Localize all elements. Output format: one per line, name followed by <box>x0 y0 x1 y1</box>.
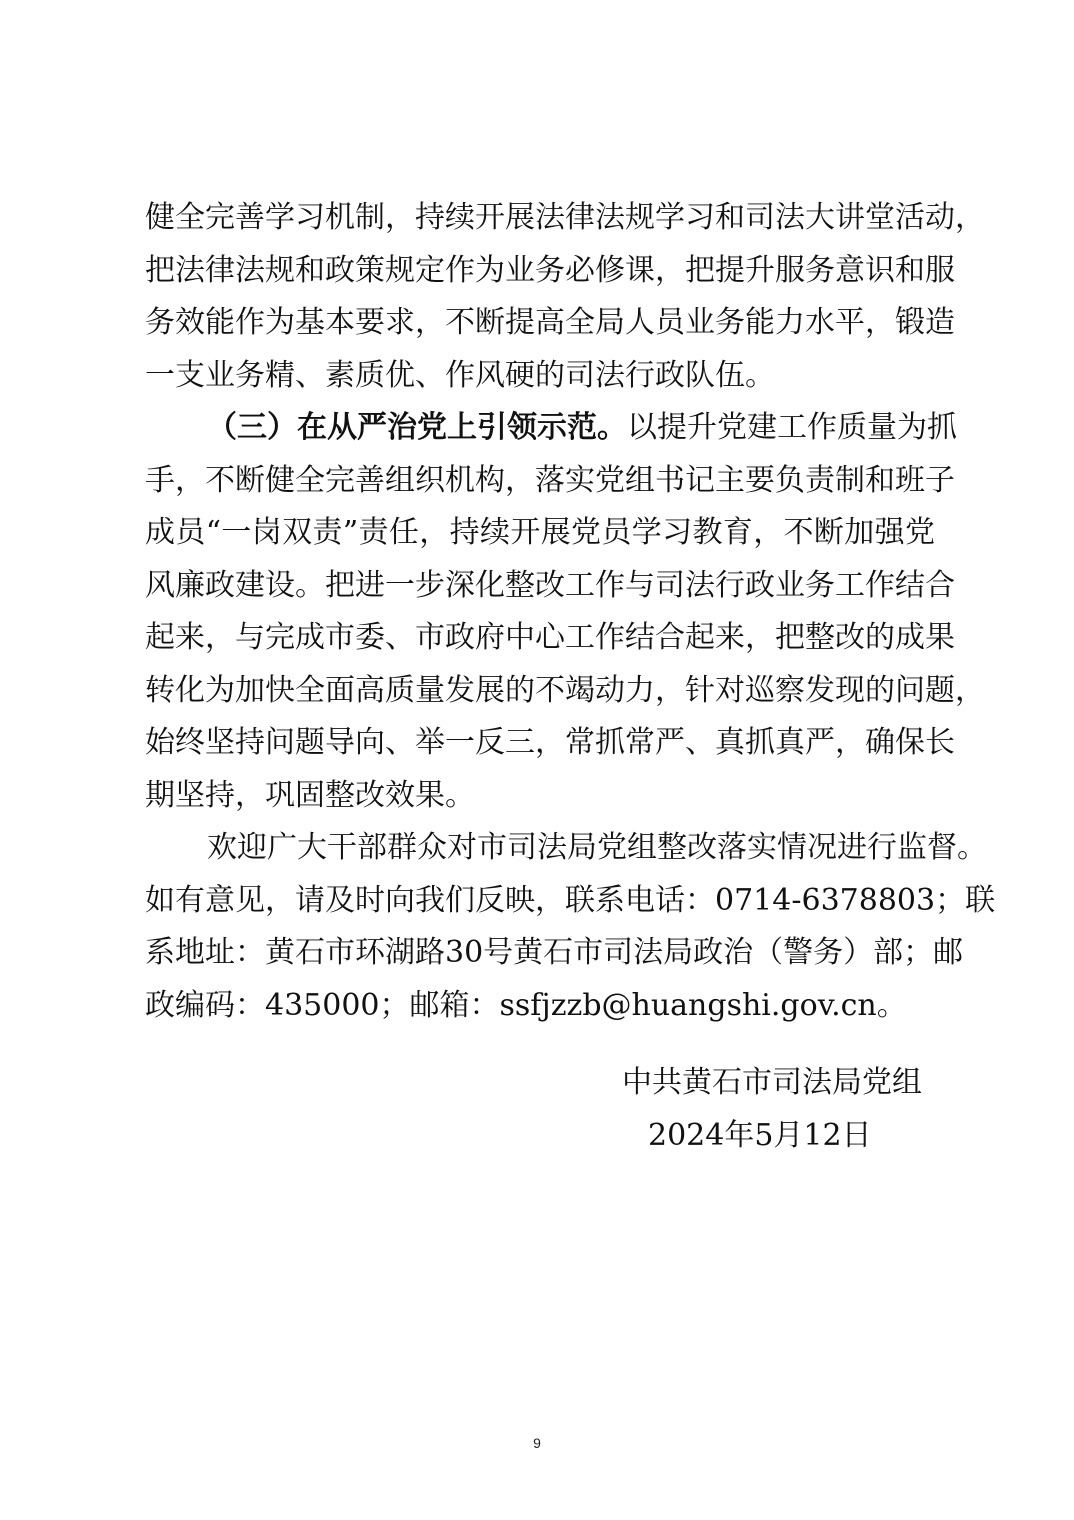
page-number: 9 <box>533 1435 541 1451</box>
paragraph-line: 转化为加快全面高质量发展的不竭动力，针对巡察发现的问题， <box>145 672 985 708</box>
signature-organization: 中共黄石市司法局党组 <box>622 1065 922 1100</box>
closing-line: 如有意见，请及时向我们反映，联系电话：0714-6378803；联 <box>145 882 996 918</box>
paragraph-line: 始终坚持问题导向、举一反三，常抓常严、真抓真严，确保长 <box>145 725 955 760</box>
paragraph-line: 把法律法规和政策规定作为业务必修课，把提升服务意识和服 <box>145 252 955 288</box>
paragraph-line: 风廉政建设。把进一步深化整改工作与司法行政业务工作结合 <box>145 567 955 603</box>
paragraph-line: 期坚持，巩固整改效果。 <box>145 777 475 813</box>
paragraph-line: 起来，与完成市委、市政府中心工作结合起来，把整改的成果 <box>145 620 955 655</box>
document-body <box>145 192 996 1032</box>
section-3-heading: （三）在从严治党上引领示范。 <box>207 410 627 445</box>
paragraph-line: 成员“一岗双责”责任，持续开展党员学习教育，不断加强党 <box>145 515 935 550</box>
closing-line: 欢迎广大干部群众对市司法局党组整改落实情况进行监督。 <box>207 830 987 865</box>
paragraph-line: 健全完善学习机制，持续开展法律法规学习和司法大讲堂活动， <box>145 200 985 235</box>
section-3-first-line <box>145 402 957 455</box>
signature-block <box>600 1057 930 1162</box>
signature-date: 2024年5月12日 <box>648 1117 872 1153</box>
paragraph-line: 手，不断健全完善组织机构，落实党组书记主要负责制和班子 <box>145 462 955 498</box>
section-3-first-line-text: 以提升党建工作质量为抓 <box>627 410 957 445</box>
closing-line: 系地址：黄石市环湖路30号黄石市司法局政治（警务）部；邮 <box>145 935 964 970</box>
paragraph-line: 务效能作为基本要求，不断提高全局人员业务能力水平，锻造 <box>145 305 955 340</box>
closing-line: 政编码：435000；邮箱：ssfjzzb@huangshi.gov.cn。 <box>145 987 907 1023</box>
paragraph-line: 一支业务精、素质优、作风硬的司法行政队伍。 <box>145 357 775 393</box>
